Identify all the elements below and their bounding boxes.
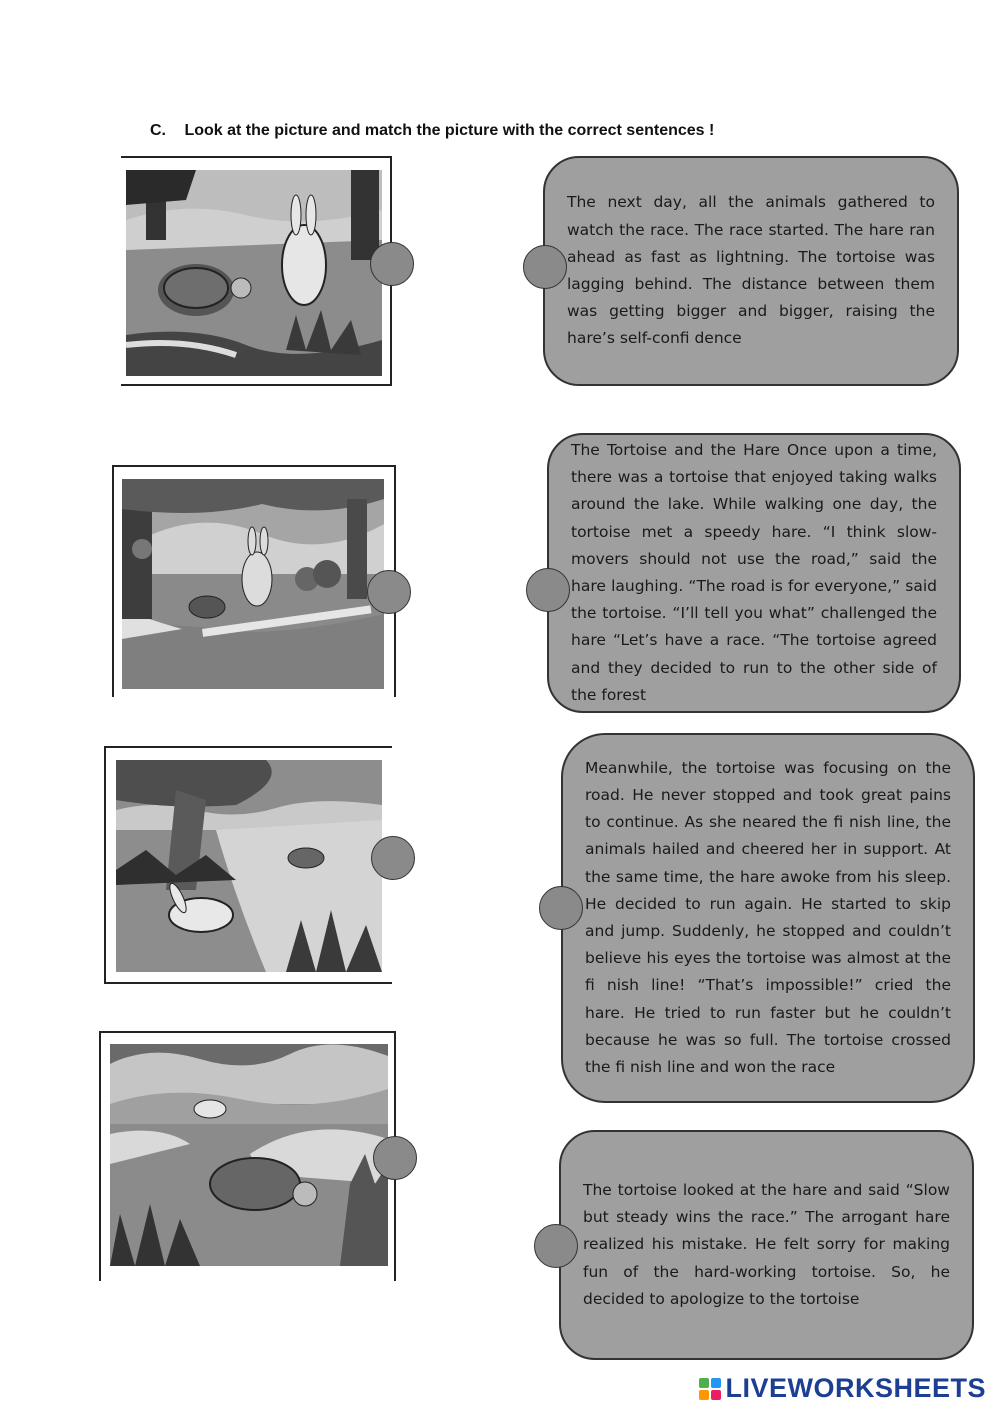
sentence-card-2 — [547, 433, 961, 713]
mark-square-1 — [699, 1378, 709, 1388]
instruction-letter: C. — [150, 122, 166, 139]
mark-square-2 — [711, 1378, 721, 1388]
mark-square-4 — [711, 1390, 721, 1400]
sentence-text-3: Meanwhile, the tortoise was focusing on the road. He never stopped and took great pains to continue. As she neared the fi nish line, the animals hailed and cheered her in support. At the same time, the hare awoke from his sleep. He decided to run again. He started to skip and jump. Suddenly, he stopped and couldn’t believe his eyes the tortoise was almost at the fi nish line! “That’s impossible!” cried the hare. He tried to run faster but he couldn’t because he was so full. The tortoise crossed the fi nish line and won the race — [585, 758, 951, 1077]
picture-1-match-dot[interactable] — [370, 242, 414, 286]
hare-sleeping-picture — [104, 746, 392, 984]
sentence-4-match-dot[interactable] — [534, 1224, 578, 1268]
tortoise-and-hare-meeting-picture — [121, 156, 392, 386]
liveworksheets-brand-text: LIVEWORKSHEETS — [725, 1373, 986, 1403]
sentence-card-4 — [559, 1130, 974, 1360]
instruction-text: Look at the picture and match the picture with the correct sentences ! — [184, 122, 715, 139]
sentence-text-4: The tortoise looked at the hare and said “Slow but steady wins the race.” The arrogant hare realized his mistake. He felt sorry for making fun of the hard-working tortoise. So, he decided to apologize to the tortoise — [583, 1180, 950, 1308]
picture-4-match-dot[interactable] — [373, 1136, 417, 1180]
sentence-2-match-dot[interactable] — [526, 568, 570, 612]
picture-2-match-dot[interactable] — [367, 570, 411, 614]
race-start-picture — [112, 465, 396, 697]
mark-square-3 — [699, 1390, 709, 1400]
sentence-card-1 — [543, 156, 959, 386]
liveworksheets-mark-icon — [699, 1378, 721, 1400]
sentence-1-match-dot[interactable] — [523, 245, 567, 289]
sentence-3-match-dot[interactable] — [539, 886, 583, 930]
sentence-text-1: The next day, all the animals gathered to watch the race. The race started. The hare ran ahead as fast as lightning. The tortoise was lagging behind. The distance between them was getting bigger and bigger, raising the hare’s self-confi dence — [567, 193, 935, 348]
sentence-card-3 — [561, 733, 975, 1103]
instruction — [150, 122, 714, 140]
race-finish-picture — [99, 1031, 396, 1281]
sentence-text-2: The Tortoise and the Hare Once upon a time, there was a tortoise that enjoyed taking walks around the lake. While walking one day, the tortoise met a speedy hare. “I think slow-movers should not use the road,” said the hare laughing. “The road is for everyone,” said the tortoise. “I’ll tell you what” challenged the hare “Let’s have a race. “The tortoise agreed and they decided to run to the other side of the forest — [571, 440, 937, 704]
picture-3-match-dot[interactable] — [371, 836, 415, 880]
liveworksheets-logo — [699, 1373, 986, 1404]
